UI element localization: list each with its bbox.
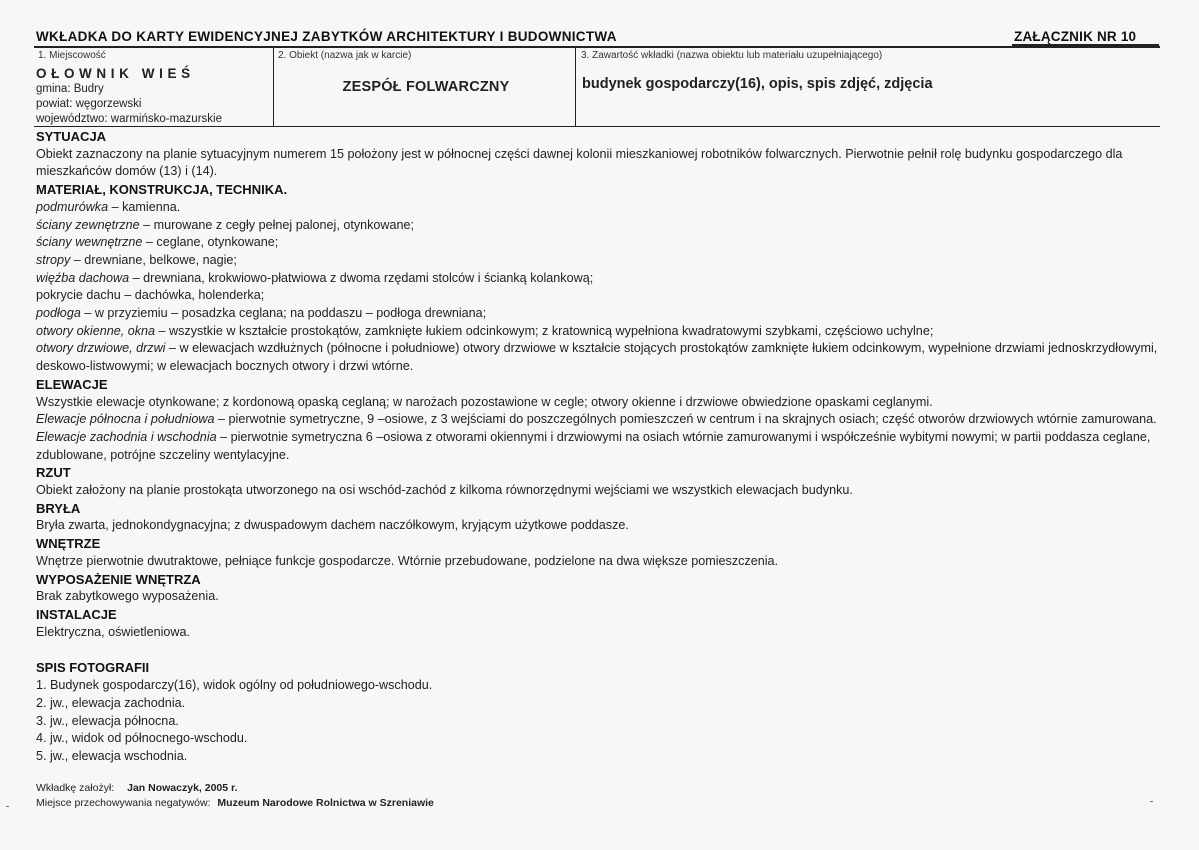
wojewodztwo: województwo: warmińsko-mazurskie bbox=[36, 113, 222, 125]
insert-content: budynek gospodarczy(16), opis, spis zdjęć, zdjęcia bbox=[582, 76, 933, 92]
material-term: podmurówka bbox=[36, 199, 109, 214]
photo-list-item: 1. Budynek gospodarczy(16), widok ogólny od południowego-wschodu. bbox=[36, 678, 433, 693]
storage-value: Muzeum Narodowe Rolnictwa w Szreniawie bbox=[217, 797, 434, 809]
text-elewacje-2 bbox=[36, 411, 1160, 429]
place-caption: 1. Miejscowość bbox=[38, 50, 106, 61]
photo-list-item: 4. jw., widok od północnego-wschodu. bbox=[36, 731, 248, 746]
object-caption: 2. Obiekt (nazwa jak w karcie) bbox=[278, 50, 412, 61]
text-sytuacja: Obiekt zaznaczony na planie sytuacyjnym numerem 15 położony jest w północnej części dawnej kolonii mieszkaniowej robotników folwarcznych. Pierwotnie pełnił rolę budynku gospodarczego dla mieszkańców domów (13) i (14). bbox=[36, 146, 1123, 179]
gmina: gmina: Budry bbox=[36, 83, 104, 95]
material-item bbox=[36, 305, 1160, 323]
storage-label: Miejsce przechowywania negatywów: bbox=[36, 797, 211, 809]
photo-list-item: 3. jw., elewacja północna. bbox=[36, 713, 179, 728]
object-name: ZESPÓŁ FOLWARCZNY bbox=[342, 79, 510, 95]
material-desc: – wszystkie w kształcie prostokątów, zamknięte łukiem odcinkowym; z kratownicą wypełniona kwadratowymi szybkami, częściowo uchylne; bbox=[155, 323, 934, 338]
author-value: Jan Nowaczyk, 2005 r. bbox=[127, 782, 238, 794]
material-item bbox=[36, 287, 1160, 305]
photo-list-item: 2. jw., elewacja zachodnia. bbox=[36, 695, 186, 710]
material-item bbox=[36, 340, 1160, 375]
material-item bbox=[36, 234, 1160, 252]
material-list bbox=[36, 199, 1160, 376]
powiat: powiat: węgorzewski bbox=[36, 98, 142, 110]
footer-author bbox=[36, 782, 237, 794]
term-elewacje-pn-pd: Elewacje północna i południowa bbox=[36, 412, 215, 427]
material-desc: – w przyziemiu – posadzka ceglana; na poddaszu – podłoga drewniana; bbox=[80, 306, 487, 321]
material-item bbox=[36, 252, 1160, 270]
header-rule bbox=[34, 46, 1160, 48]
material-item bbox=[36, 323, 1160, 341]
text-wnetrze: Wnętrze pierwotnie dwutraktowe, pełniące funkcje gospodarcze. Wtórnie przebudowane, podzielone na dwa większe pomieszczenia. bbox=[36, 553, 779, 568]
author-label: Wkładkę założył: bbox=[36, 782, 115, 794]
photo-list bbox=[36, 677, 1160, 766]
heading-material: MATERIAŁ, KONSTRUKCJA, TECHNIKA. bbox=[36, 182, 288, 198]
scan-speck bbox=[1150, 801, 1153, 802]
material-term: ściany wewnętrzne bbox=[36, 235, 143, 250]
insert-caption: 3. Zawartość wkładki (nazwa obiektu lub materiału uzupełniającego) bbox=[581, 50, 883, 61]
heading-rzut: RZUT bbox=[36, 465, 71, 481]
footer-storage bbox=[36, 797, 434, 809]
text-wyposazenie: Brak zabytkowego wyposażenia. bbox=[36, 589, 219, 604]
scan-speck bbox=[6, 806, 9, 807]
desc-elewacje-zach-wsch: – pierwotnie symetryczna 6 –osiowa z otworami okiennymi i drzwiowymi na osiach wtórnie zamurowanymi i współcześnie wybitymi nowymi; w partii poddasza ceglane, zdublowane, potrójne szczeliny wentylacyjne. bbox=[36, 429, 1151, 462]
material-item bbox=[36, 217, 1160, 235]
term-elewacje-zach-wsch: Elewacje zachodnia i wschodnia bbox=[36, 429, 217, 444]
heading-bryla: BRYŁA bbox=[36, 500, 81, 516]
material-term: otwory drzwiowe, drzwi bbox=[36, 341, 166, 356]
material-term: więźba dachowa bbox=[36, 270, 130, 285]
material-item bbox=[36, 199, 1160, 217]
text-bryla: Bryła zwarta, jednokondygnacyjna; z dwuspadowym dachem naczółkowym, kryjącym użytkowe poddasze. bbox=[36, 518, 629, 533]
heading-sytuacja: SYTUACJA bbox=[36, 129, 107, 144]
material-term: otwory okienne, okna bbox=[36, 323, 156, 338]
material-desc: pokrycie dachu – dachówka, holenderka; bbox=[36, 288, 265, 303]
photo-list-item: 5. jw., elewacja wschodnia. bbox=[36, 748, 188, 763]
place-name: OŁOWNIK WIEŚ bbox=[36, 66, 195, 81]
heading-spis-fotografii: SPIS FOTOGRAFII bbox=[36, 660, 150, 676]
material-desc: – murowane z cegły pełnej palonej, otynkowane; bbox=[139, 217, 415, 232]
desc-elewacje-pn-pd: – pierwotnie symetryczne, 9 –osiowe, z 3 wejściami do poszczególnych pomieszczeń w centrum i na skrajnych osiach; część otworów drzwiowych wtórnie zamurowana. bbox=[214, 412, 1157, 427]
spacer bbox=[36, 641, 1160, 659]
text-elewacje-1: Wszystkie elewacje otynkowane; z kordonową opaską ceglaną; w narożach pozostawione w cegle; otwory okienne i drzwiowe obwiedzione opaskami ceglanymi. bbox=[36, 394, 933, 409]
document-body bbox=[36, 128, 1160, 766]
material-desc: – drewniane, belkowe, nagie; bbox=[70, 252, 237, 267]
text-instalacje: Elektryczna, oświetleniowa. bbox=[36, 624, 190, 639]
annex-number: ZAŁĄCZNIK NR 10 bbox=[1014, 29, 1137, 44]
material-term: ściany zewnętrzne bbox=[36, 217, 140, 232]
document-title: WKŁADKA DO KARTY EWIDENCYJNEJ ZABYTKÓW ARCHITEKTURY I BUDOWNICTWA bbox=[36, 29, 617, 44]
heading-elewacje: ELEWACJE bbox=[36, 376, 108, 392]
material-term: stropy bbox=[36, 252, 71, 267]
text-elewacje-3 bbox=[36, 429, 1160, 464]
heading-wnetrze: WNĘTRZE bbox=[36, 536, 101, 552]
box-divider-1 bbox=[273, 47, 274, 127]
material-desc: – kamienna. bbox=[108, 199, 181, 214]
material-desc: – w elewacjach wzdłużnych (północne i południowe) otwory drzwiowe w kształcie stojących prostokątów zamknięte łukiem odcinkowym, wypełnione drzwiami jednoskrzydłowymi, deskowo-listwowymi; w elewacjach bocznych otwory i drzwi wtórne. bbox=[36, 341, 1158, 374]
material-item bbox=[36, 270, 1160, 288]
material-desc: – drewniana, krokwiowo-płatwiowa z dwoma rzędami stolców i ścianką kolankową; bbox=[129, 270, 594, 285]
box-bottom-rule bbox=[34, 126, 1160, 127]
heading-wyposazenie: WYPOSAŻENIE WNĘTRZA bbox=[36, 571, 201, 587]
text-rzut: Obiekt założony na planie prostokąta utworzonego na osi wschód-zachód z kilkoma równorzędnymi wejściami we wszystkich elewacjach budynku. bbox=[36, 483, 853, 498]
heading-instalacje: INSTALACJE bbox=[36, 606, 117, 622]
material-term: podłoga bbox=[36, 306, 81, 321]
material-desc: – ceglane, otynkowane; bbox=[142, 235, 279, 250]
